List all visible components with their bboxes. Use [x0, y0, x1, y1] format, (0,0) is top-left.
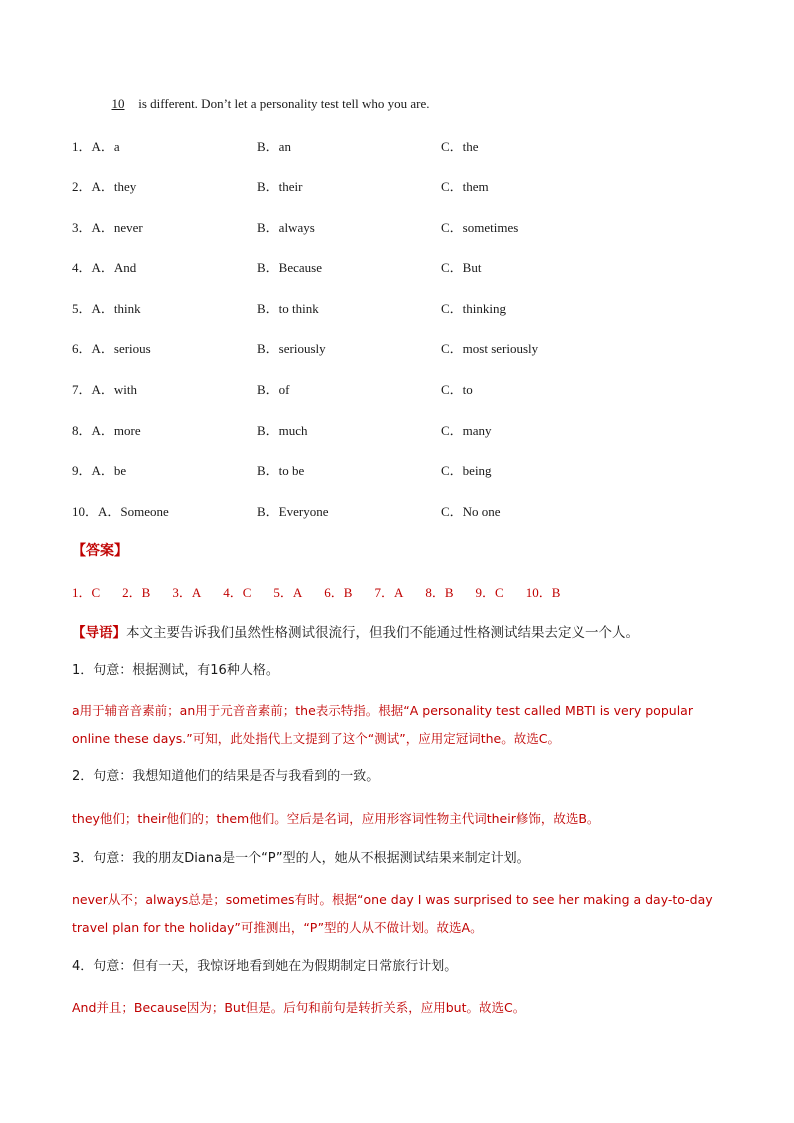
option-b: B．to think	[257, 301, 319, 316]
answer-heading: 【答案】	[72, 543, 128, 559]
option-b: B．much	[257, 423, 308, 438]
answer-key	[72, 582, 582, 601]
option-b: B．Everyone	[257, 504, 329, 519]
option-a: 10．A．Someone	[72, 504, 169, 519]
question-row	[0, 338, 794, 356]
answer-item: 8．B	[425, 585, 454, 600]
answer-item: 6．B	[324, 585, 353, 600]
guide-text: 本文主要告诉我们虽然性格测试很流行，但我们不能通过性格测试结果去定义一个人。	[126, 625, 639, 641]
explanation-meaning: 2．句意：我想知道他们的结果是否与我看到的一致。	[72, 769, 380, 784]
answer-item: 9．C	[475, 585, 504, 600]
option-a: 7．A．with	[72, 382, 138, 397]
option-c: C．thinking	[441, 301, 507, 316]
question-row	[0, 176, 794, 194]
blank-number: 10	[111, 96, 125, 111]
option-b: B．always	[257, 220, 315, 235]
option-b: B．to be	[257, 463, 305, 478]
option-a: 9．A．be	[72, 463, 127, 478]
option-a: 4．A．And	[72, 260, 137, 275]
question-row	[0, 298, 794, 316]
explanation-detail: And并且；Because因为；But但是。后句和前句是转折关系，应用but。故选C。	[72, 1000, 526, 1015]
option-a: 6．A．serious	[72, 341, 151, 356]
question-row	[0, 420, 794, 438]
explanation-meaning: 4．句意：但有一天，我惊讶地看到她在为假期制定日常旅行计划。	[72, 959, 458, 974]
question-row	[0, 217, 794, 235]
guide-line	[72, 621, 639, 641]
question-row	[0, 501, 794, 519]
option-c: C．most seriously	[441, 341, 539, 356]
answer-item: 10．B	[525, 585, 561, 600]
option-c: C．sometimes	[441, 220, 519, 235]
answer-item: 1．C	[72, 585, 101, 600]
option-b: B．Because	[257, 260, 322, 275]
question-row	[0, 257, 794, 275]
answer-item: 3．A	[172, 585, 202, 600]
option-b: B．an	[257, 139, 291, 154]
answer-item: 7．A	[374, 585, 404, 600]
option-b: B．seriously	[257, 341, 326, 356]
option-c: C．to	[441, 382, 473, 397]
explanation-meaning: 3．句意：我的朋友Diana是一个“P”型的人，她从不根据测试结果来制定计划。	[72, 851, 530, 866]
option-a: 3．A．never	[72, 220, 143, 235]
question-row	[0, 460, 794, 478]
option-c: C．the	[441, 139, 479, 154]
explanation-detail: never从不；always总是；sometimes有时。根据“one day I was surprised to see her making a day-to-day travel plan for the holiday”可推测出，“P”型的人从不做计划。故选A。	[72, 892, 713, 935]
option-c: C．But	[441, 260, 482, 275]
question-row	[0, 379, 794, 397]
passage-text: is different. Don’t let a personality test tell who you are.	[135, 96, 430, 111]
passage-last-line	[101, 96, 429, 112]
option-b: B．their	[257, 179, 303, 194]
option-c: C．being	[441, 463, 492, 478]
option-b: B．of	[257, 382, 290, 397]
option-c: C．many	[441, 423, 492, 438]
option-a: 8．A．more	[72, 423, 141, 438]
option-c: C．them	[441, 179, 489, 194]
option-a: 2．A．they	[72, 179, 137, 194]
option-a: 5．A．think	[72, 301, 141, 316]
answer-item: 4．C	[223, 585, 252, 600]
guide-tag: 【导语】	[72, 625, 126, 641]
explanation-detail: a用于辅音音素前；an用于元音音素前；the表示特指。根据“A personality test called MBTI is very popular online these days.”可知，此处指代上文提到了这个“测试”，应用定冠词the。故选C。	[72, 703, 693, 746]
option-a: 1．A．a	[72, 139, 120, 154]
question-row	[0, 136, 794, 154]
option-c: C．No one	[441, 504, 501, 519]
explanation-detail: they他们；their他们的；them他们。空后是名词，应用形容词性物主代词their修饰，故选B。	[72, 811, 600, 826]
answer-item: 5．A	[273, 585, 303, 600]
explanation-meaning: 1．句意：根据测试，有16种人格。	[72, 663, 279, 678]
answer-item: 2．B	[122, 585, 151, 600]
